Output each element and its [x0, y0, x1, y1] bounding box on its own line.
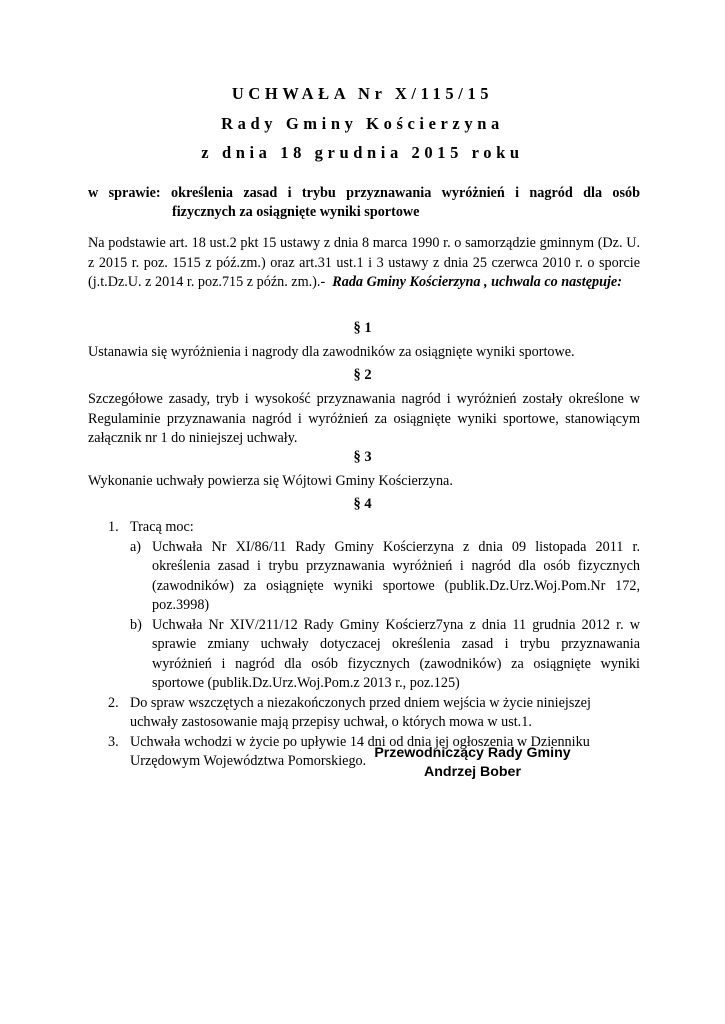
list-subitem: b) Uchwała Nr XIV/211/12 Rady Gminy Kościerz7yna z dnia 11 grudnia 2012 r. w sprawie zmiany uchwały dotyczacej określenia zasad i trybu przyznawania wyróżnień i nagród dla osób fizycznych (zawodników) za osiągnięte wyniki sportowe (publik.Dz.Urz.Woj.Pom.z 2013 r., poz.125) — [130, 616, 640, 691]
provisions-list — [108, 518, 640, 772]
paragraph-mark-3: § 3 — [353, 449, 372, 465]
signature-role: Przewodniczący Rady Gminy — [374, 745, 571, 761]
legal-basis — [88, 234, 640, 293]
subject-line-2: fizycznych za osiągnięte wyniki sportowe — [172, 204, 420, 220]
legal-basis-text: Na podstawie art. 18 ust.2 pkt 15 ustawy z dnia 8 marca 1990 r. o samorządzie gminnym (Dz. U. z 2015 r. poz. 1515 z póź.zm.) oraz art.31 ust.1 i 3 ustawy z dnia 25 czerwca 2010 r. o sporcie (j.t.Dz.U. z 2014 r. poz.715 z późn. zm.).- — [88, 235, 640, 290]
list-item: 1. Tracą moc: — [108, 519, 194, 535]
legal-basis-emphasis: Rada Gminy Kościerzyna , uchwala co następuje: — [332, 274, 622, 290]
resolution-title: UCHWAŁA Nr X/115/15 — [231, 84, 494, 103]
paragraph-mark-4: § 4 — [353, 496, 372, 512]
paragraph-text-2: Szczegółowe zasady, tryb i wysokość przyznawania nagród i wyróżnień zostały określone w Regulaminie przyznawania nagród i wyróżnień za osiągnięte wyniki sportowe, stanowiącym załącznik nr 1 do niniejszej uchwały. — [88, 391, 640, 446]
list-subitem: a) Uchwała Nr XI/86/11 Rady Gminy Kościerzyna z dnia 09 listopada 2011 r. określenia zasad i trybu przyznawania wyróżnień i nagród dla osób fizycznych (zawodników) za osiągnięte wyniki sportowe (publik.Dz.Urz.Woj.Pom.Nr 172, poz.3998) — [130, 538, 640, 613]
paragraph-text-3: Wykonanie uchwały powierza się Wójtowi Gminy Kościerzyna. — [88, 473, 453, 489]
paragraph-text-1: Ustanawia się wyróżnienia i nagrody dla zawodników za osiągnięte wyniki sportowe. — [88, 344, 575, 360]
signature-name: Andrzej Bober — [424, 764, 521, 780]
subject-line-1: w sprawie: określenia zasad i trybu przyznawania wyróżnień i nagród dla osób — [88, 185, 640, 201]
list-item: 2. Do spraw wszczętych a niezakończonych przed dniem wejścia w życie niniejszej uchwały zastosowanie mają przepisy uchwał, o których mowa w ust.1. — [108, 694, 591, 730]
list-item: 3. Uchwała wchodzi w życie po upływie 14 dni od dnia jej ogłoszenia w Dzienniku Urzędowym Województwa Pomorskiego. — [108, 733, 590, 769]
council-name: Rady Gminy Kościerzyna — [221, 114, 504, 133]
paragraph-mark-1: § 1 — [353, 320, 372, 336]
resolution-date: z dnia 18 grudnia 2015 roku — [201, 143, 524, 162]
paragraph-mark-2: § 2 — [353, 367, 372, 383]
resolution-subject — [88, 184, 640, 222]
